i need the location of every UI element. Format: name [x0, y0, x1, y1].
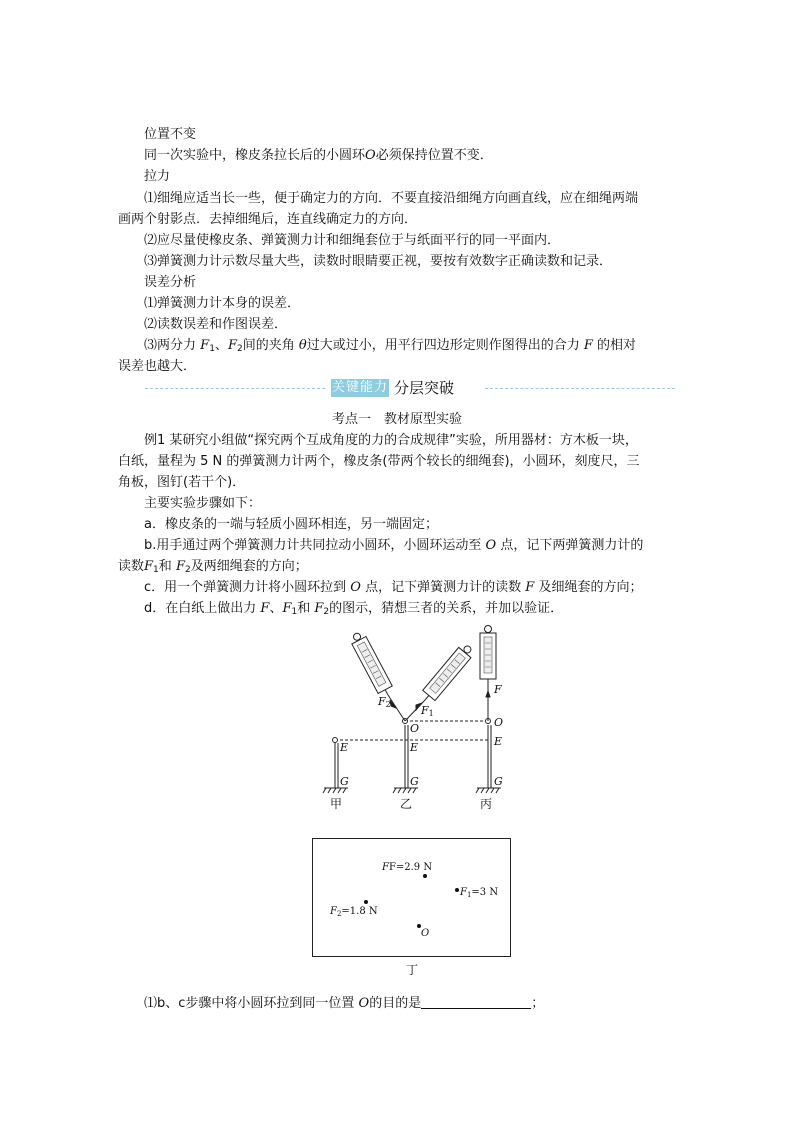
label-force-f1: $F_1=3$ N	[460, 887, 499, 899]
section-title-pull: 拉力	[144, 169, 171, 184]
banner-rule-left	[145, 388, 325, 389]
label-f1: F1	[421, 704, 434, 718]
label-g-bing: G	[494, 775, 503, 788]
label-bing: 丙	[480, 797, 493, 811]
label-e-bing: E	[494, 735, 503, 748]
label-f: F	[494, 683, 502, 696]
banner-title: 分层突破	[394, 379, 455, 397]
step-b-2: 读数$F_1$和 $F_2$及两细绳套的方向；	[118, 559, 308, 575]
figure-caption-ding: 丁	[406, 963, 419, 977]
text-pull-1b: 画两个射影点．去掉细绳后，连直线确定力的方向．	[118, 212, 418, 227]
text-position: 同一次实验中，橡皮条拉长后的小圆环O必须保持位置不变．	[144, 148, 493, 163]
banner-rule-right	[485, 388, 675, 389]
text-error-1: ⑴弹簧测力计本身的误差．	[144, 296, 301, 311]
text-error-3: ⑶两分力 $F_1$、$F_2$间的夹角 θ过大或过小，用平行四边形定则作图得出的合力 F 的相对	[144, 338, 637, 354]
label-force-f2: $F_2=1.8$ N	[330, 906, 378, 918]
label-f2: F2	[378, 695, 391, 709]
label-g-yi: G	[410, 775, 419, 788]
label-point-o: O	[421, 928, 430, 939]
banner-tag: 关键能力	[331, 380, 388, 395]
ring-jia	[333, 738, 338, 743]
text-error-2: ⑵读数误差和作图误差．	[144, 317, 288, 332]
step-c: c．用一个弹簧测力计将小圆环拉到 O 点，记下弹簧测力计的读数 F 及细绳套的方向；	[144, 580, 643, 595]
text-error-3b: 误差也越大．	[118, 359, 197, 374]
example-line-2: 白纸，量程为 5 N 的弹簧测力计两个，橡皮条(带两个较长的细绳套)，小圆环，刻度尺，三	[118, 454, 640, 469]
section-title-error: 误差分析	[144, 275, 197, 290]
label-e-jia: E	[340, 741, 349, 754]
text-pull-3: ⑶弹簧测力计示数尽量大些，读数时眼睛要正视，要按有效数字正确读数和记录．	[144, 254, 613, 269]
point-f1	[455, 888, 459, 892]
spring-balance-f2	[348, 630, 395, 699]
label-o-yi: O	[410, 722, 420, 735]
text-pull-2: ⑵应尽量使橡皮条、弹簧测力计和细绳套位于与纸面平行的同一平面内．	[144, 233, 561, 248]
answer-blank-1[interactable]	[421, 996, 531, 1009]
step-b-1: b.用手通过两个弹簧测力计共同拉动小圆环，小圆环运动至 O 点，记下两弹簧测力计的	[144, 538, 644, 553]
point-f2	[364, 900, 368, 904]
steps-title: 主要实验步骤如下：	[144, 496, 262, 511]
section-banner	[145, 378, 675, 398]
force-points-figure	[312, 838, 512, 978]
label-jia: 甲	[330, 797, 343, 811]
spring-balance-f1	[419, 642, 476, 706]
label-o-bing: O	[494, 716, 504, 729]
step-d: d．在白纸上做出力 F、$F_1$和 $F_2$的图示，猜想三者的关系，并加以验证．	[144, 601, 564, 617]
text-pull-1a: ⑴细绳应适当长一些，便于确定力的方向．不要直接沿细绳方向画直线，应在细绳两端	[144, 191, 639, 206]
label-yi: 乙	[400, 797, 413, 811]
label-force-f: FF=2.9 N	[382, 862, 433, 873]
spring-balance-f	[480, 626, 496, 688]
apparatus-figure	[310, 625, 510, 815]
label-g-jia: G	[340, 775, 349, 788]
label-e-yi: E	[410, 741, 419, 754]
example-line-1: 例1 某研究小组做“探究两个互成角度的力的合成规律”实验，所用器材：方木板一块，	[144, 433, 638, 448]
step-a: a．橡皮条的一端与轻质小圆环相连，另一端固定；	[144, 517, 438, 532]
point-f	[423, 874, 427, 878]
question-1: ⑴b、c步骤中将小圆环拉到同一位置 O的目的是 ；	[144, 996, 545, 1011]
example-line-3: 角板，图钉(若干个)．	[118, 475, 246, 490]
section-title-position: 位置不变	[144, 127, 197, 142]
point-title: 考点一 教材原型实验	[331, 412, 462, 427]
